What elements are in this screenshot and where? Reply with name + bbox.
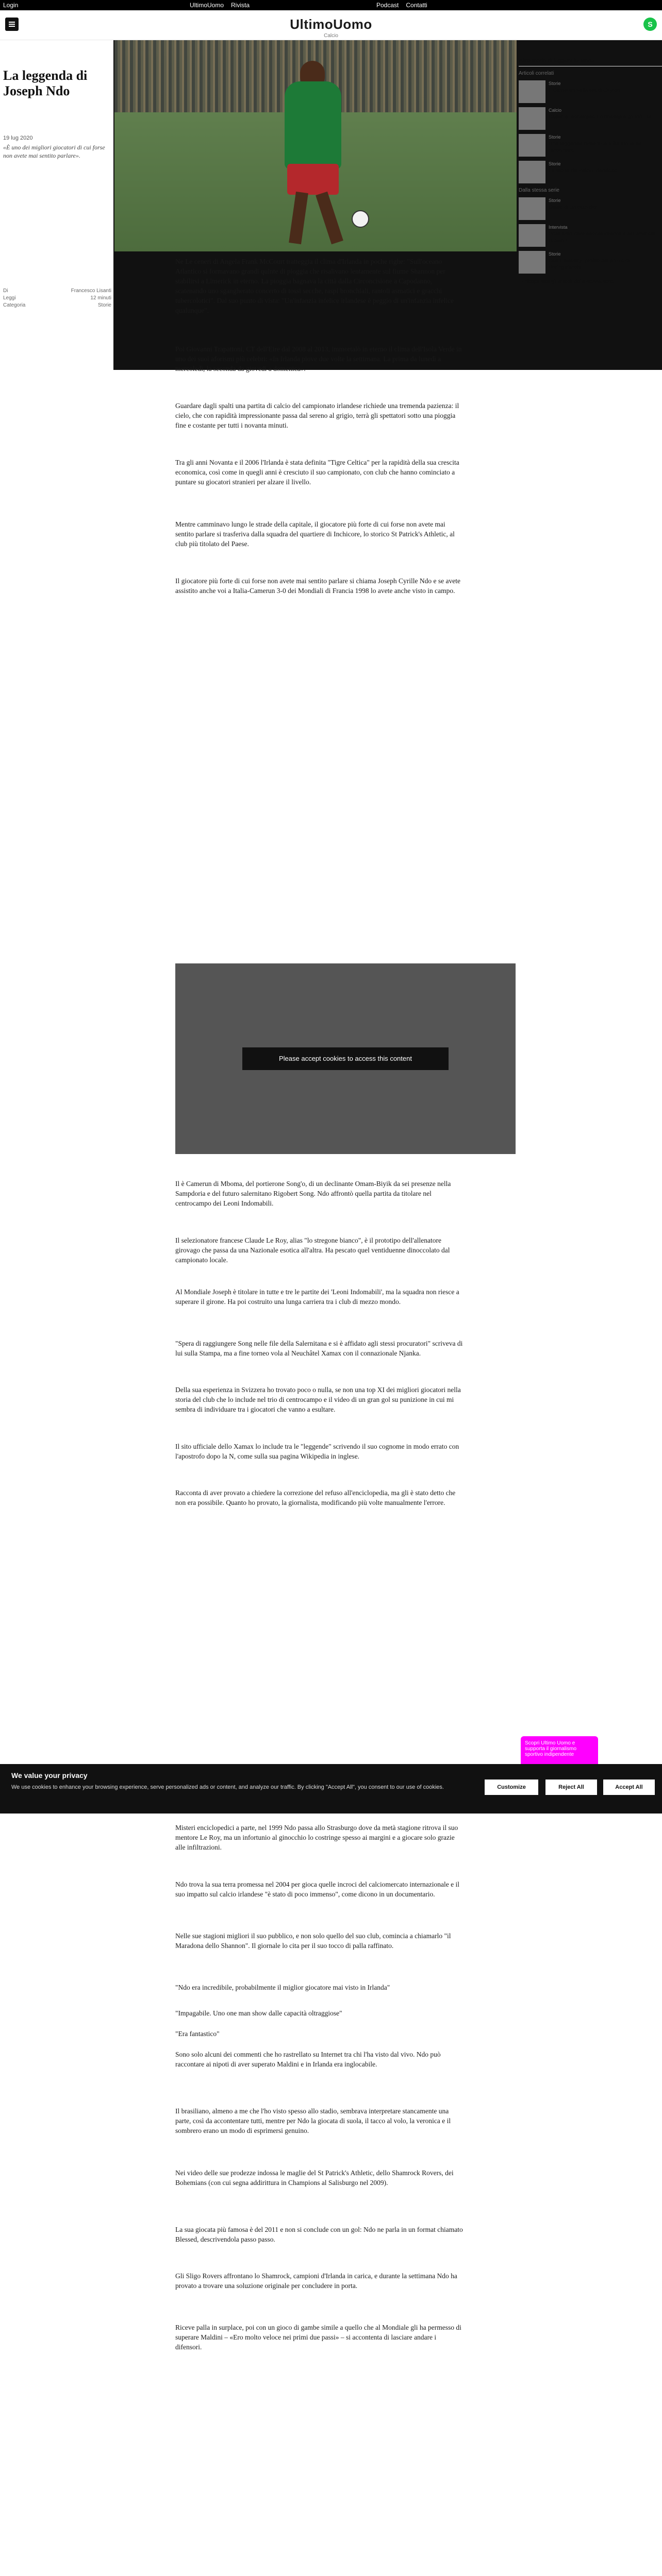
article-title: La leggenda di Joseph Ndo: [3, 68, 88, 98]
meta-label: Categoria: [3, 302, 26, 308]
top-link-podcast[interactable]: Podcast: [376, 2, 399, 9]
article-tag: Storie: [549, 134, 561, 140]
series-article[interactable]: [519, 197, 662, 220]
meta-category[interactable]: Storie: [97, 302, 111, 308]
article-paragraph: Mentre camminavo lungo le strade della capitale, il giocatore più forte di cui forse non avete mai sentito parlare si trasferiva dalla squadra del quartiere di Inchicore, lo storico St Patrick's Athletic, al club più titolato del Paese.: [175, 520, 455, 548]
sidebar-title: Altro modo di leggere la storia: [519, 56, 662, 66]
article-tag: Storie: [549, 198, 561, 203]
article-paragraph: Il selezionatore francese Claude Le Roy, alias "lo stregone bianco", è il prototipo dell'allenatore girovago che passa da una Nazionale esotica all'altra. Ha pescato quel ventiduenne dinoccolato dal campionato locale.: [175, 1236, 450, 1264]
article-paragraph: Della sua esperienza in Svizzera ho trovato poco o nulla, se non una top XI dei migliori giocatori nella storia del club che lo include nel trio di centrocampo e il video di un gran gol su punizione in cui mi sembra di individuare tra i giocatori che vanno a esultare.: [175, 1386, 461, 1413]
subscribe-icon[interactable]: S: [643, 18, 657, 31]
related-article[interactable]: [519, 107, 662, 130]
top-links: [190, 2, 250, 9]
article-paragraph: Riceve palla in surplace, poi con un gioco di gambe simile a quello che al Mondiale gli ha permesso di superare Maldini – «Ero molto veloce nei primi due passi» – si accontenta di lasciare andare i difensori.: [175, 2324, 461, 2351]
article-paragraph: Misteri enciclopedici a parte, nel 1999 Ndo passa allo Strasburgo dove da metà stagione ritrova il suo mentore Le Roy, ma un infortunio al ginocchio lo costringe spesso ai margini e a giocare solo grazie alle infiltrazioni.: [175, 1824, 458, 1851]
article-thumbnail[interactable]: [519, 134, 545, 157]
article-paragraph: Il è Camerun di Mboma, del portierone Song'o, di un declinante Omam-Biyik da sei presenze nella Sampdoria e del futuro salernitano Rigobert Song. Ndo affrontò quella partita da titolare nel centrocampo dei Leoni Indomabili.: [175, 1180, 451, 1207]
series-article[interactable]: [519, 224, 662, 247]
article-paragraph: Al Mondiale Joseph è titolare in tutte e tre le partite dei 'Leoni Indomabili', ma la squadra non riesce a superare il girone. Ha poi costruito una lunga carriera tra i club di mezzo mondo.: [175, 1288, 459, 1306]
all-series-link[interactable]: → Scopri tutti gli articoli della stessa serie: [519, 279, 614, 284]
article-quote: "Era fantastico": [175, 2030, 220, 2038]
accept-all-button[interactable]: Accept All: [603, 1780, 655, 1795]
privacy-title: We value your privacy: [11, 1771, 88, 1780]
article-paragraph: Racconta di aver provato a chiedere la correzione del refuso all'enciclopedia, ma gli è stato detto che non era possibile. Quanto ho provato, la giornalista, modificando più volte manualmente l'errore.: [175, 1489, 456, 1506]
site-header: [0, 10, 662, 40]
meta-label: Leggi: [3, 295, 16, 301]
series-article[interactable]: [519, 251, 662, 274]
article-excerpt: «È uno dei migliori giocatori di cui forse non avete mai sentito parlare».: [3, 144, 105, 159]
article-thumbnail[interactable]: [519, 80, 545, 103]
article-tag: Storie: [549, 251, 561, 257]
player-jersey: [285, 81, 341, 169]
meta-author[interactable]: Francesco Lisanti: [71, 288, 111, 294]
accept-cookies-message[interactable]: Please accept cookies to access this content: [242, 1047, 449, 1070]
article-thumbnail[interactable]: [519, 224, 545, 247]
article-link[interactable]: Possiamo dare ancora interviste al Lattimore Brown?: [549, 231, 656, 244]
related-article[interactable]: [519, 134, 662, 157]
article-paragraph: Gli Sligo Rovers affrontano lo Shamrock, campioni d'Irlanda in carica, e durante la settimana Ndo ha provato a trovare una soluzione originale per concludere in porta.: [175, 2272, 457, 2290]
top-link-ultimouomo[interactable]: UltimoUomo: [190, 2, 224, 9]
privacy-banner: [0, 1764, 662, 1814]
sidebar: [519, 56, 662, 284]
site-logo[interactable]: UltimoUomo: [290, 16, 372, 32]
login-link[interactable]: Login: [3, 2, 19, 9]
article-link[interactable]: La storia del calcio irlandese: [549, 167, 617, 174]
article-paragraph: Ne Le ceneri di Angela Frank McCourt tratteggia il clima d'Irlanda in poche righe: "Sull'oceano Atlantico si formavano grandi quinte di pioggia che risalivano lentamente sul fiume Shannon per stabilirsi a Limerick in eterno. La pioggia bagnava la città dalla Circoncisione a Capodanno, scatenando uno sgangherato concerto di tossi secche, raspi bronchiali, rantoli asmatici e gracchi tubercolotici". Dal suo punto di vista: "Un'infanzia infelice irlandese è peggio di un'infanzia infelice qualunque".: [175, 258, 454, 314]
player-shorts: [287, 164, 339, 195]
article-intro: [0, 40, 113, 370]
article-quote: "Impagabile. Uno one man show dalle capacità oltraggiose": [175, 2009, 342, 2017]
top-links-secondary: [376, 2, 427, 9]
article-paragraph: Il giocatore più forte di cui forse non avete mai sentito parlare si chiama Joseph Cyrille Ndo e se avete assistito anche voi a Italia-Camerun 3-0 dei Mondiali di Francia 1998 lo avete anche visto in campo.: [175, 577, 460, 595]
article-thumbnail[interactable]: [519, 161, 545, 183]
embedded-content-placeholder: [175, 963, 516, 1154]
customize-button[interactable]: Customize: [485, 1780, 538, 1795]
article-date: 19 lug 2020: [3, 135, 33, 141]
article-link[interactable]: Come si incontrano Lombassa e gli Infiltrati: [549, 114, 652, 120]
top-bar: [0, 0, 662, 10]
article-paragraph: Sono solo alcuni dei commenti che ho rastrellato su Internet tra chi l'ha visto dal vivo. Ndo può raccontare ai nipoti di aver superato Maldini e in Irlanda era inglocabile.: [175, 2050, 441, 2068]
related-article[interactable]: [519, 80, 662, 103]
article-paragraph: "Spera di raggiungere Song nelle file della Salernitana e si è affidato agli stessi procuratori" scriveva di lui sulla Stampa, ma a fine torneo vola al Neuchâtel Xamax con il connazionale Njanka.: [175, 1340, 463, 1357]
article-paragraph: Il brasiliano, almeno a me che l'ho visto spesso allo stadio, sembrava interpretare stancamente una parte, così da accontentare tutti, mentre per Ndo la giocata di suola, il tacco al volo, la veronica e il sombrero erano un modo di esprimersi genuino.: [175, 2107, 451, 2134]
promo-text: Scopri Ultimo Uomo e supporta il giornalismo sportivo indipendente: [525, 1740, 577, 1757]
player-leg: [289, 192, 308, 244]
section-label[interactable]: Calcio: [324, 33, 338, 39]
article-thumbnail[interactable]: [519, 107, 545, 130]
meta-label: Di: [3, 288, 8, 294]
article-link[interactable]: Una leggenda dimenticata fra storie da raccontare: [549, 141, 642, 154]
meta-read-time: 12 minuti: [90, 295, 111, 301]
article-tag: Storie: [549, 81, 561, 86]
sidebar-section-related: Articoli correlati: [519, 71, 554, 76]
article-tag: Intervista: [549, 225, 568, 230]
article-paragraph: La sua giocata più famosa è del 2011 e non si conclude con un gol: Ndo ne parla in un format chiamato Blessed, descrivendola passo passo.: [175, 2226, 463, 2243]
article-paragraph: Tra gli anni Novanta e il 2006 l'Irlanda è stata definita "Tigre Celtica" per la rapidità della sua crescita economica, così come in quegli anni è cresciuto il suo campionato, con club che hanno cominciato a puntare su giocatori stranieri per alzare il livello.: [175, 459, 459, 486]
article-link[interactable]: Dan Pavlosky: profilo del pozzo di Boringsfacchi: [549, 258, 630, 270]
reject-all-button[interactable]: Reject All: [545, 1780, 597, 1795]
article-paragraph: Ndo trova la sua terra promessa nel 2004 per gioca quelle incroci del calciomercato internazionale e il suo impatto sul calcio irlandese "è stato di poco immenso", come dicono in un documentario.: [175, 1880, 460, 1898]
hero-image: [114, 40, 517, 251]
article-paragraph: Il sito ufficiale dello Xamax lo include tra le "leggende" scrivendo il suo cognome in modo errato con l'apostrofo dopo la N, come sulla sua pagina Wikipedia in inglese.: [175, 1443, 459, 1460]
article-paragraph: Poi Giovanni Trapattoni, CT dell'Eire dal 2008 al 2013, immortalò in eterno il clima dell'Isola Verde in uno dei suoi aforismi più celebri: «In Irlanda piove due volte la settimana. La prima da lunedì a mercoledì, la seconda da giovedì a domenica».: [175, 345, 462, 372]
article-paragraph: Nelle sue stagioni migliori il suo pubblico, e non solo quello del suo club, comincia a chiamarlo "il Maradona dello Shannon". Il giornale lo cita per il suo tocco di palla raffinato.: [175, 1932, 451, 1950]
article-link[interactable]: Il Camerun sulla via di Ceylon: [549, 87, 620, 93]
article-paragraph: Nei video delle sue prodezze indossa le maglie del St Patrick's Athletic, dello Shamrock Rovers, dei Bohemians (con cui segna addirittura in Champions al Salisburgo nel 2009).: [175, 2169, 454, 2187]
player-leg: [316, 192, 343, 245]
article-tag: Storie: [549, 161, 561, 166]
article-link[interactable]: Diario di un outsider: [549, 204, 597, 210]
sidebar-section-series: Dalla stessa serie: [519, 188, 559, 193]
article-thumbnail[interactable]: [519, 251, 545, 274]
football-icon: [352, 210, 369, 228]
related-article[interactable]: [519, 161, 662, 183]
top-link-contatti[interactable]: Contatti: [406, 2, 427, 9]
article-thumbnail[interactable]: [519, 197, 545, 220]
privacy-text: We use cookies to enhance your browsing experience, serve personalized ads or content, and analyze our traffic. By clicking "Accept All", you consent to our use of cookies.: [11, 1784, 444, 1790]
article-meta: [3, 287, 111, 309]
article-tag: Calcio: [549, 108, 562, 113]
article-quote: "Ndo era incredibile, probabilmente il miglior giocatore mai visto in Irlanda": [175, 1984, 390, 1991]
top-link-rivista[interactable]: Rivista: [231, 2, 250, 9]
article-paragraph: Guardare dagli spalti una partita di calcio del campionato irlandese richiede una tremenda pazienza: il cielo, che con rapidità impressionante passa dal sereno al grigio, terrà gli spettatori sotto una pioggia fine e costante per tutti i novanta minuti.: [175, 402, 459, 429]
